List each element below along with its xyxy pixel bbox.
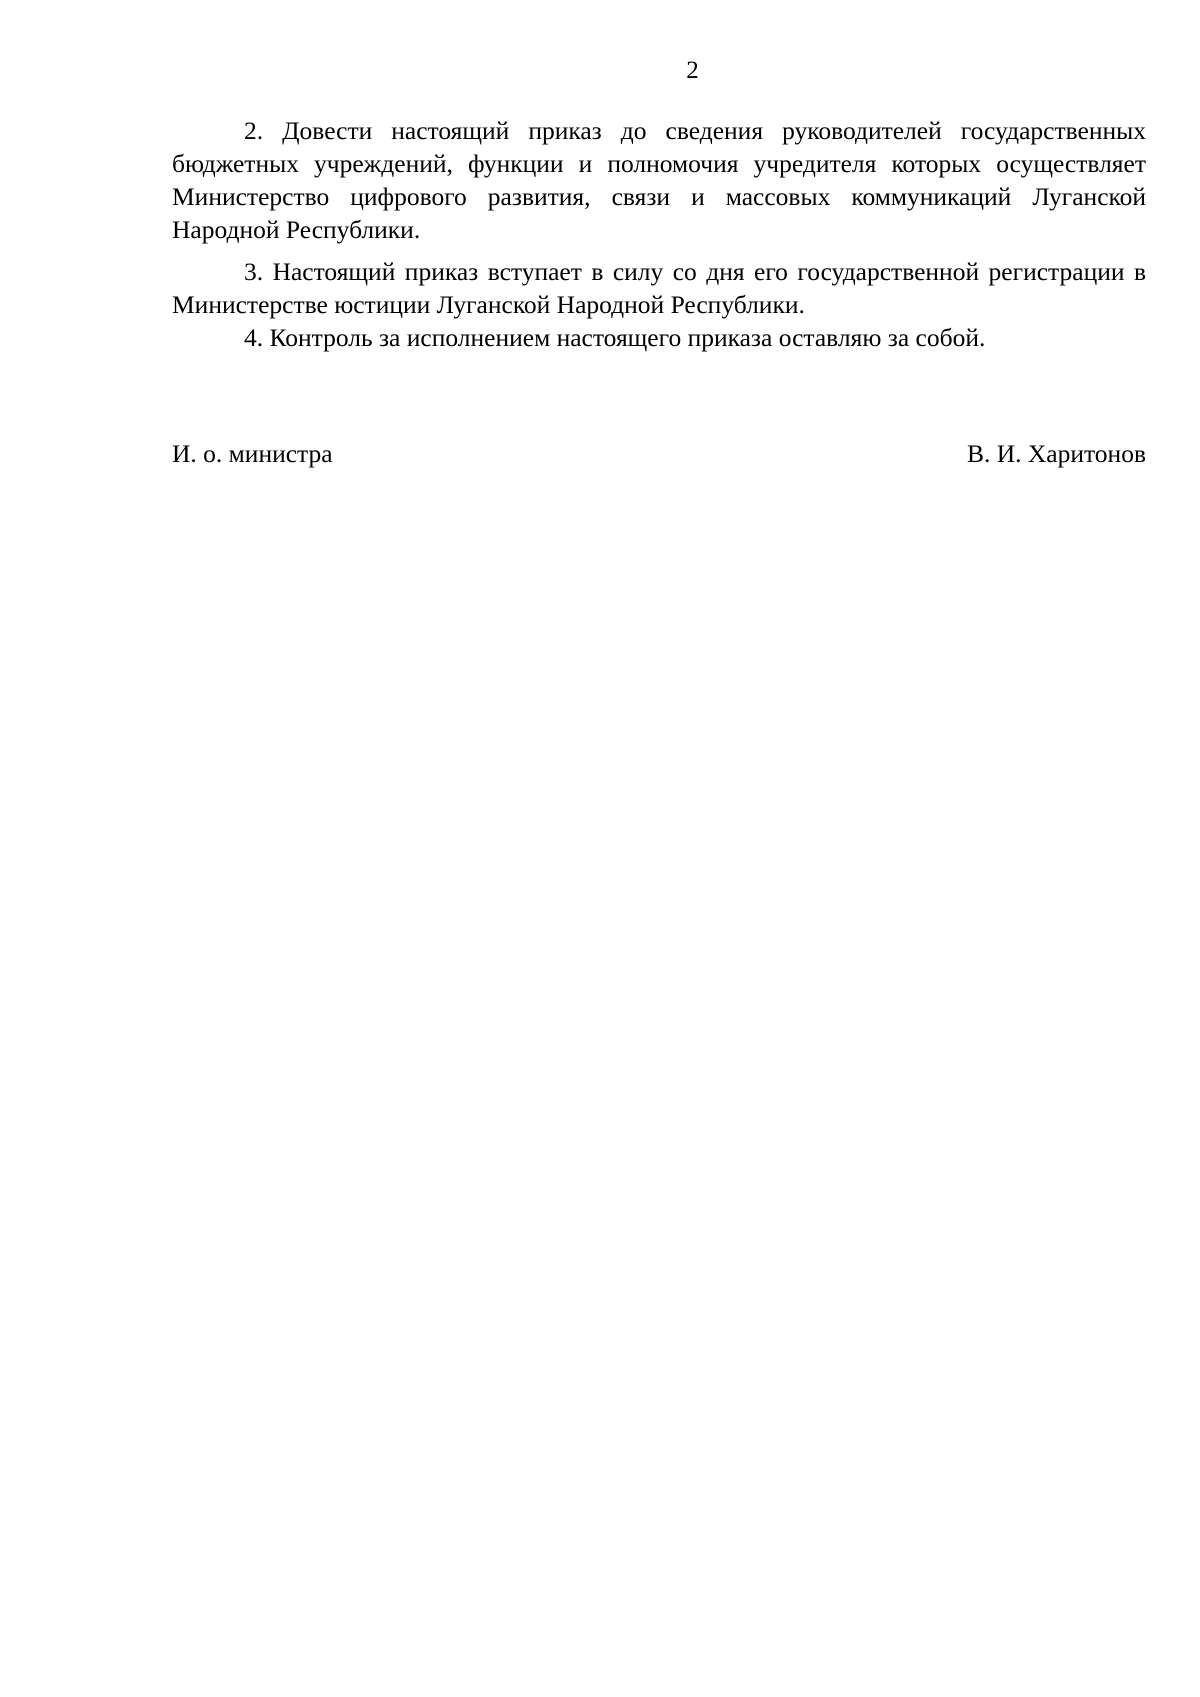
page-number: 2 <box>686 57 699 84</box>
signature-block <box>172 437 1146 470</box>
signatory-name: В. И. Харитонов <box>966 439 1146 468</box>
paragraph-4: 4. Контроль за исполнением настоящего приказа оставляю за собой. <box>244 323 986 352</box>
document-body <box>172 114 1146 354</box>
paragraph-2: 2. Довести настоящий приказ до сведения руководителей государственных бюджетных учреждений, функции и полномочия учредителя которых осуществляет Министерство цифрового развития, связи и массовых коммуникаций Луганской Народной Республики. <box>172 116 1146 244</box>
paragraph-3: 3. Настоящий приказ вступает в силу со дня его государственной регистрации в Министерстве юстиции Луганской Народной Республики. <box>172 257 1146 319</box>
signatory-position: И. о. министра <box>172 439 333 468</box>
